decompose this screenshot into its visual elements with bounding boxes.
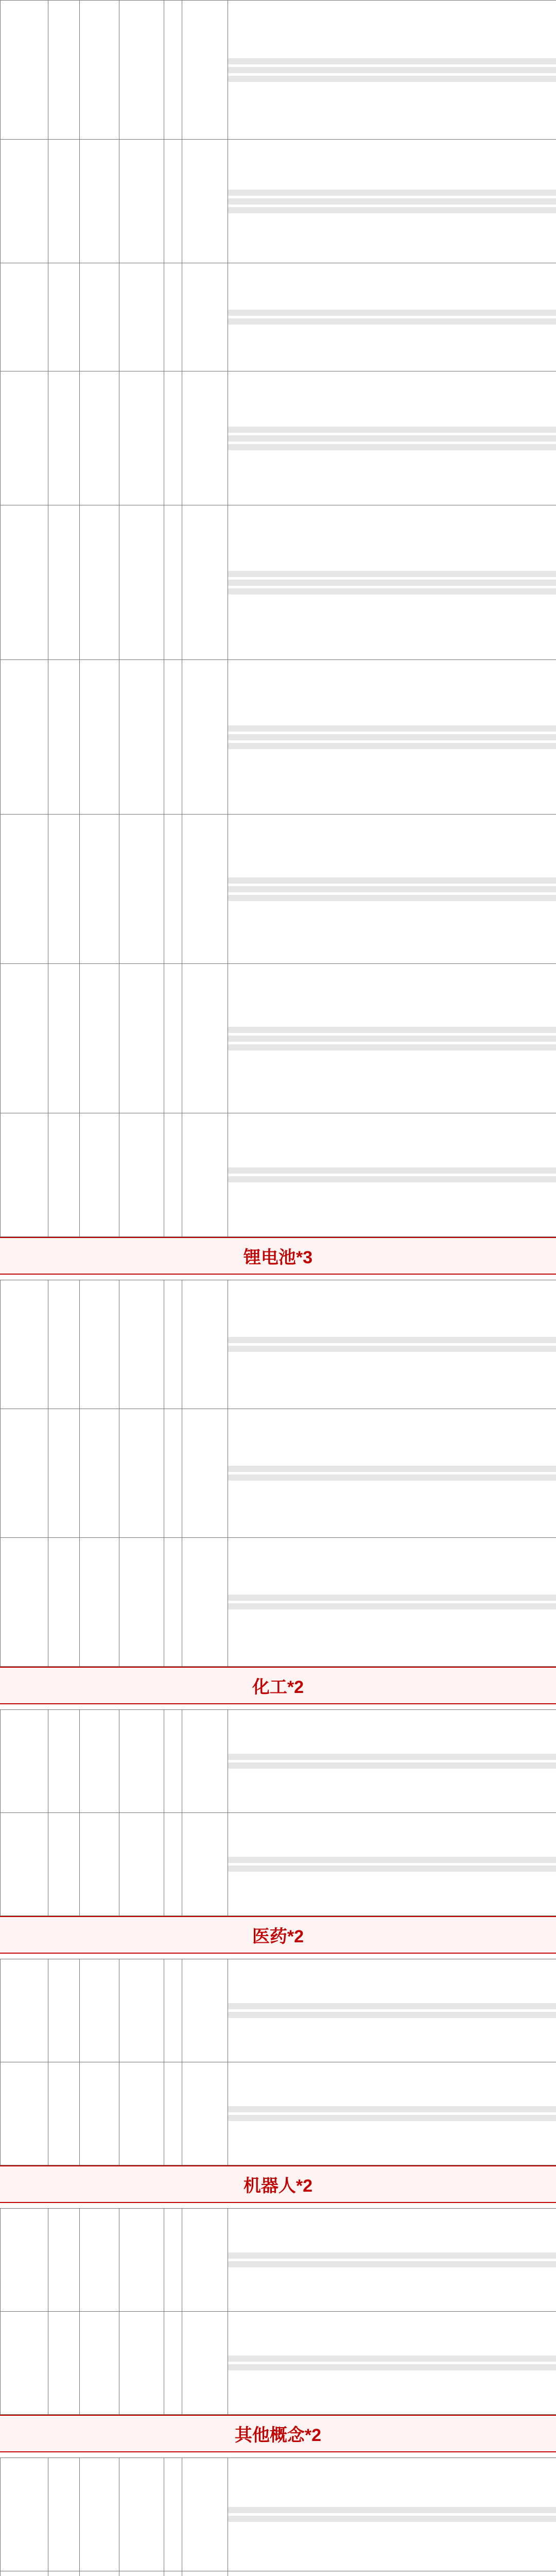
float-cap-cell: [80, 1710, 119, 1813]
stock-table-pharma: [0, 1959, 556, 2165]
concept-tags-cell: [182, 660, 228, 815]
board-count-cell: [164, 2209, 182, 2312]
section-header-robotics: 机器人*2: [0, 2165, 556, 2203]
stock-table-robotics: [0, 2208, 556, 2415]
stock-name-cell: [1, 2062, 48, 2165]
price-cell: [48, 1710, 80, 1813]
price-cell: [48, 964, 80, 1113]
float-cap-cell: [80, 140, 119, 263]
price-cell: [48, 1, 80, 140]
stock-table-lithium: [0, 1280, 556, 1667]
table-row: [1, 1959, 556, 2062]
stock-name-cell: [1, 1813, 48, 1916]
float-cap-cell: [80, 1813, 119, 1916]
section-sub-note: [0, 1275, 556, 1280]
section-header-lithium: 锂电池*3: [0, 1237, 556, 1275]
table-row: [1, 1538, 556, 1667]
reason-text-cell: [228, 2571, 556, 2576]
concept-tags-cell: [182, 505, 228, 660]
stock-name-cell: [1, 140, 48, 263]
table-row: [1, 2312, 556, 2415]
table-row: [1, 2458, 556, 2571]
limit-time-cell: [119, 815, 164, 964]
stock-name-cell: [1, 815, 48, 964]
board-count-cell: [164, 263, 182, 371]
float-cap-cell: [80, 1409, 119, 1538]
board-count-cell: [164, 1813, 182, 1916]
section-header-other: 其他概念*2: [0, 2415, 556, 2452]
price-cell: [48, 263, 80, 371]
stock-name-cell: [1, 2209, 48, 2312]
price-cell: [48, 815, 80, 964]
concept-tags-cell: [182, 2062, 228, 2165]
stock-name-cell: [1, 2312, 48, 2415]
stock-name-cell: [1, 263, 48, 371]
price-cell: [48, 1813, 80, 1916]
board-count-cell: [164, 371, 182, 505]
price-cell: [48, 660, 80, 815]
reason-text-cell: [228, 964, 556, 1113]
reason-text-cell: [228, 1959, 556, 2062]
limit-time-cell: [119, 1409, 164, 1538]
limit-time-cell: [119, 505, 164, 660]
stock-name-cell: [1, 1, 48, 140]
board-count-cell: [164, 1409, 182, 1538]
limit-time-cell: [119, 2571, 164, 2576]
concept-tags-cell: [182, 1, 228, 140]
board-count-cell: [164, 1, 182, 140]
table-row: [1, 1813, 556, 1916]
stock-name-cell: [1, 1959, 48, 2062]
reason-text-cell: [228, 2062, 556, 2165]
section-sub-note: [0, 2203, 556, 2208]
board-count-cell: [164, 2062, 182, 2165]
concept-tags-cell: [182, 1280, 228, 1409]
board-count-cell: [164, 1710, 182, 1813]
table-row: [1, 1409, 556, 1538]
table-row: [1, 140, 556, 263]
section-header-chemicals: 化工*2: [0, 1667, 556, 1704]
float-cap-cell: [80, 2209, 119, 2312]
board-count-cell: [164, 2458, 182, 2571]
float-cap-cell: [80, 1113, 119, 1237]
board-count-cell: [164, 660, 182, 815]
concept-tags-cell: [182, 964, 228, 1113]
concept-tags-cell: [182, 140, 228, 263]
float-cap-cell: [80, 660, 119, 815]
concept-tags-cell: [182, 2209, 228, 2312]
reason-text-cell: [228, 505, 556, 660]
limit-time-cell: [119, 1113, 164, 1237]
table-row: [1, 2062, 556, 2165]
board-count-cell: [164, 964, 182, 1113]
table-row: [1, 964, 556, 1113]
table-row: [1, 815, 556, 964]
limit-time-cell: [119, 1959, 164, 2062]
float-cap-cell: [80, 1280, 119, 1409]
reason-text-cell: [228, 1113, 556, 1237]
stock-name-cell: [1, 1538, 48, 1667]
concept-tags-cell: [182, 1710, 228, 1813]
table-row: [1, 1280, 556, 1409]
concept-tags-cell: [182, 371, 228, 505]
float-cap-cell: [80, 371, 119, 505]
concept-tags-cell: [182, 1409, 228, 1538]
float-cap-cell: [80, 2062, 119, 2165]
float-cap-cell: [80, 815, 119, 964]
board-count-cell: [164, 1280, 182, 1409]
board-count-cell: [164, 2571, 182, 2576]
table-row: [1, 1, 556, 140]
concept-tags-cell: [182, 263, 228, 371]
reason-text-cell: [228, 2312, 556, 2415]
float-cap-cell: [80, 505, 119, 660]
price-cell: [48, 371, 80, 505]
price-cell: [48, 1280, 80, 1409]
table-row: [1, 2209, 556, 2312]
limit-time-cell: [119, 1280, 164, 1409]
stock-name-cell: [1, 2571, 48, 2576]
limit-time-cell: [119, 1710, 164, 1813]
limit-time-cell: [119, 140, 164, 263]
reason-text-cell: [228, 1813, 556, 1916]
table-row: [1, 660, 556, 815]
price-cell: [48, 2458, 80, 2571]
price-cell: [48, 1538, 80, 1667]
reason-text-cell: [228, 2458, 556, 2571]
table-row: [1, 1113, 556, 1237]
board-count-cell: [164, 1959, 182, 2062]
table-row: [1, 371, 556, 505]
table-row: [1, 505, 556, 660]
stock-name-cell: [1, 505, 48, 660]
float-cap-cell: [80, 263, 119, 371]
reason-text-cell: [228, 1710, 556, 1813]
limit-time-cell: [119, 964, 164, 1113]
reason-text-cell: [228, 1538, 556, 1667]
price-cell: [48, 505, 80, 660]
stock-name-cell: [1, 1280, 48, 1409]
reason-text-cell: [228, 263, 556, 371]
concept-tags-cell: [182, 2458, 228, 2571]
table-row: [1, 2571, 556, 2576]
price-cell: [48, 2209, 80, 2312]
reason-text-cell: [228, 2209, 556, 2312]
price-cell: [48, 2062, 80, 2165]
stock-name-cell: [1, 1409, 48, 1538]
stock-name-cell: [1, 660, 48, 815]
section-sub-note: [0, 1954, 556, 1959]
table-row: [1, 1710, 556, 1813]
limit-time-cell: [119, 2209, 164, 2312]
section-sub-note: [0, 1704, 556, 1709]
concept-tags-cell: [182, 815, 228, 964]
concept-tags-cell: [182, 1538, 228, 1667]
stock-table-top: [0, 0, 556, 1237]
board-count-cell: [164, 815, 182, 964]
limit-time-cell: [119, 263, 164, 371]
stock-table-other: [0, 2458, 556, 2576]
board-count-cell: [164, 140, 182, 263]
reason-text-cell: [228, 371, 556, 505]
concept-tags-cell: [182, 2571, 228, 2576]
concept-tags-cell: [182, 1113, 228, 1237]
float-cap-cell: [80, 1959, 119, 2062]
reason-text-cell: [228, 660, 556, 815]
reason-text-cell: [228, 815, 556, 964]
section-header-pharma: 医药*2: [0, 1916, 556, 1954]
float-cap-cell: [80, 2571, 119, 2576]
limit-time-cell: [119, 2458, 164, 2571]
price-cell: [48, 2571, 80, 2576]
concept-tags-cell: [182, 2312, 228, 2415]
reason-text-cell: [228, 1280, 556, 1409]
float-cap-cell: [80, 1538, 119, 1667]
limit-time-cell: [119, 371, 164, 505]
limit-time-cell: [119, 660, 164, 815]
float-cap-cell: [80, 1, 119, 140]
stock-name-cell: [1, 1113, 48, 1237]
reason-text-cell: [228, 140, 556, 263]
board-count-cell: [164, 1538, 182, 1667]
limit-time-cell: [119, 2062, 164, 2165]
stock-name-cell: [1, 964, 48, 1113]
section-sub-note: [0, 2452, 556, 2458]
float-cap-cell: [80, 964, 119, 1113]
concept-tags-cell: [182, 1813, 228, 1916]
limit-time-cell: [119, 2312, 164, 2415]
reason-text-cell: [228, 1409, 556, 1538]
stock-name-cell: [1, 371, 48, 505]
price-cell: [48, 1409, 80, 1538]
price-cell: [48, 140, 80, 263]
stock-table-chemicals: [0, 1709, 556, 1916]
price-cell: [48, 2312, 80, 2415]
float-cap-cell: [80, 2312, 119, 2415]
price-cell: [48, 1113, 80, 1237]
stock-name-cell: [1, 1710, 48, 1813]
price-cell: [48, 1959, 80, 2062]
board-count-cell: [164, 505, 182, 660]
board-count-cell: [164, 2312, 182, 2415]
table-row: [1, 263, 556, 371]
concept-tags-cell: [182, 1959, 228, 2062]
limit-time-cell: [119, 1813, 164, 1916]
stock-name-cell: [1, 2458, 48, 2571]
board-count-cell: [164, 1113, 182, 1237]
limit-time-cell: [119, 1538, 164, 1667]
reason-text-cell: [228, 1, 556, 140]
limit-time-cell: [119, 1, 164, 140]
float-cap-cell: [80, 2458, 119, 2571]
